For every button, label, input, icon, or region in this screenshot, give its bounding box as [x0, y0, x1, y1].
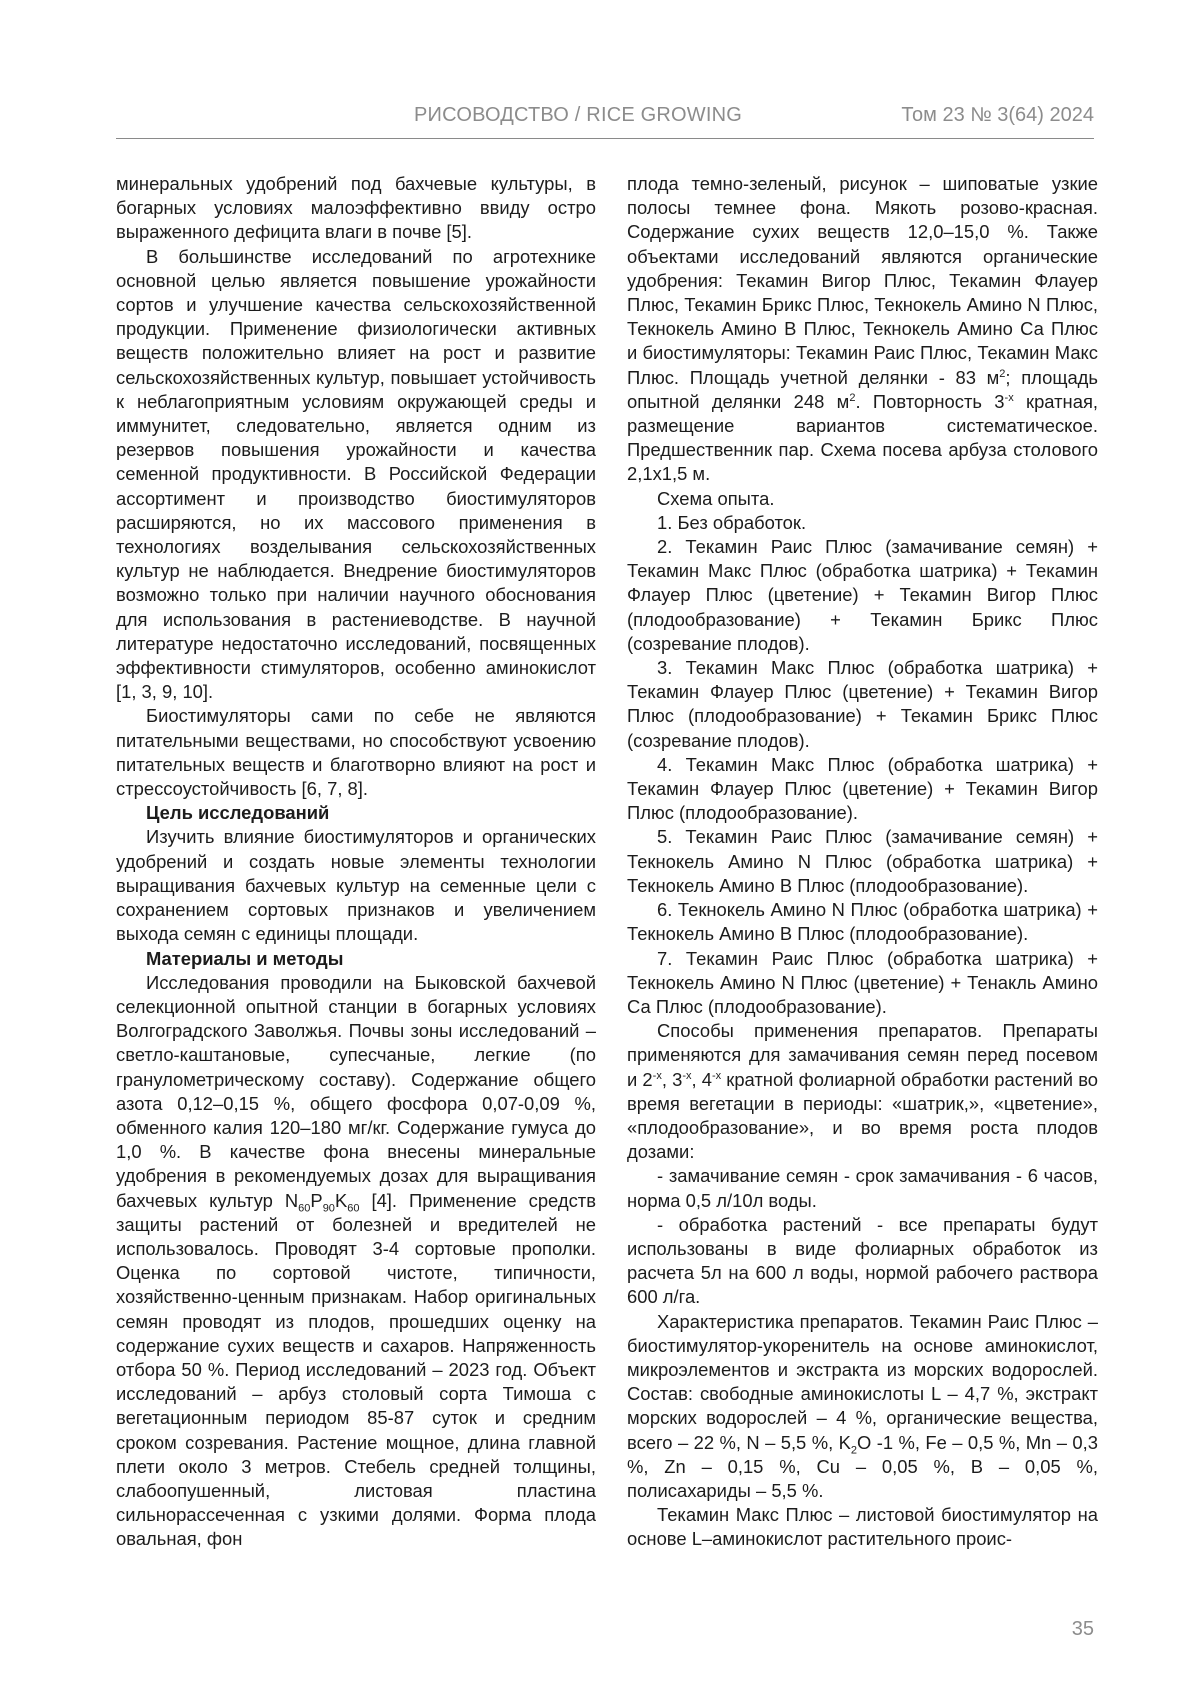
paragraph: Изучить влияние биостимуляторов и органических удобрений и создать новые элементы технологии выращивания бахчевых культур на семенные цели с сохранением сортовых признаков и увеличением выхода семян с единицы площади.: [116, 826, 596, 945]
subscript: 90: [322, 1202, 335, 1215]
list-item: 1. Без обработок.: [657, 511, 807, 533]
paragraph: - обработка растений - все препараты будут использованы в виде фолиарных обработок из расчета 5л на 600 л воды, нормой рабочего раствора 600 л/га.: [627, 1213, 1098, 1308]
superscript: 2: [849, 391, 856, 404]
text-span: , 4: [691, 1068, 712, 1090]
paragraph: [627, 1019, 1098, 1164]
list-item: 5. Текамин Раис Плюс (замачивание семян) + Текнокель Амино N Плюс (обработка шатрика) + Текнокель Амино В Плюс (плодообразование).: [627, 826, 1098, 896]
text-span: O -1 %, Fe – 0,5 %, Mn – 0,3 %, Zn – 0,15 %, Cu – 0,05 %, B – 0,05 %, полисахариды – 5,5 %.: [627, 1431, 1098, 1501]
text-span: Способы применения препаратов. Препараты применяются для замачивания семян перед посевом и 2: [627, 1020, 1098, 1090]
section-heading-methods: Материалы и методы: [146, 947, 344, 969]
paragraph: - замачивание семян - срок замачивания - 6 часов, норма 0,5 л/10л воды.: [627, 1165, 1098, 1211]
list-item: 7. Текамин Раис Плюс (обработка шатрика) + Текнокель Амино N Плюс (цветение) + Тенакль Амино Са Плюс (плодообразование).: [627, 947, 1098, 1017]
list-item: 6. Текнокель Амино N Плюс (обработка шатрика) + Текнокель Амино В Плюс (плодообразование).: [627, 899, 1098, 945]
running-header: [116, 104, 1094, 139]
text-span: ; площадь опытной делянки 248 м: [627, 366, 1098, 412]
superscript: -х: [711, 1069, 722, 1082]
superscript: -х: [682, 1069, 692, 1082]
text-span: K: [334, 1189, 348, 1211]
paragraph: минеральных удобрений под бахчевые культуры, в богарных условиях малоэффективно ввиду остро выраженного дефицита влаги в почве [5].: [116, 173, 596, 243]
text-span: кратная, размещение вариантов систематическое. Предшественник пар. Схема посева арбуза столового 2,1х1,5 м.: [627, 390, 1099, 485]
paragraph: В большинстве исследований по агротехнике основной целью является повышение урожайности сортов и улучшение качества сельскохозяйственной продукции. Применение физиологически активных веществ положительно влияет на рост и развитие сельскохозяйственных культур, повышает устойчивость к неблагоприятным условиям окружающей среды и иммунитет, следовательно, является одним из резервов повышения урожайности и качества семенной продуктивности. В Российской Федерации ассортимент и производство биостимуляторов расширяются, но их массового применения в технологиях возделывания сельскохозяйственных культур не наблюдается. Внедрение биостимуляторов возможно только при наличии научного обоснования для использования в растениеводстве. В научной литературе недостаточно исследований, посвященных эффективности стимуляторов, особенно аминокислот [1, 3, 9, 10].: [116, 245, 596, 703]
section-heading-goal: Цель исследований: [146, 802, 330, 824]
subscript: 60: [347, 1202, 360, 1215]
issue-info: Том 23 № 3(64) 2024: [901, 104, 1094, 126]
paragraph: Текамин Макс Плюс – листовой биостимулятор на основе L–аминокислот растительного проис-: [627, 1504, 1098, 1550]
right-column: [627, 172, 1098, 1552]
text-span: . Повторность 3: [855, 390, 1005, 412]
paragraph: Схема опыта.: [657, 487, 775, 509]
page-number: 35: [1071, 1618, 1094, 1640]
list-item: 4. Текамин Макс Плюс (обработка шатрика) + Текамин Флауер Плюс (цветение) + Текамин Вигор Плюс (плодообразование).: [627, 753, 1098, 824]
text-span: P: [310, 1189, 323, 1211]
list-item: 2. Текамин Раис Плюс (замачивание семян) + Текамин Макс Плюс (обработка шатрика) + Текамин Флауер Плюс (цветение) + Текамин Вигор Плюс (плодообразование) + Текамин Брикс Плюс (созревание плодов).: [627, 536, 1098, 654]
text-span: Характеристика препаратов. Текамин Раис Плюс – биостимулятор-укоренитель на основе аминокислот, микроэлементов и экстракта из морских водорослей. Состав: свободные аминокислоты L – 4,7 %, экстракт морских водорослей – 4 %, органические вещества, всего – 22 %, N – 5,5 %, K: [627, 1310, 1098, 1453]
superscript: -х: [1004, 391, 1014, 404]
journal-title: РИСОВОДСТВО / RICE GROWING: [414, 104, 743, 126]
text-span: плода темно-зеленый, рисунок – шиповатые узкие полосы темнее фона. Мякоть розово-красная. Содержание сухих веществ 12,0–15,0 %. Также объектами исследований являются органические удобрения: Текамин Вигор Плюс, Текамин Флауер Плюс, Текамин Брикс Плюс, Текнокель Амино N Плюс, Текнокель Амино В Плюс, Текнокель Амино Са Плюс и биостимуляторы: Текамин Раис Плюс, Текамин Макс Плюс. Площадь учетной делянки - 83 м: [627, 173, 1098, 388]
text-span: кратной фолиарной обработки растений во время вегетации в периоды: «шатрик,», «цветение», «плодообразование», и во время роста плодов дозами:: [627, 1068, 1098, 1163]
superscript: -х: [652, 1069, 662, 1082]
superscript: 2: [999, 367, 1006, 380]
list-item: 3. Текамин Макс Плюс (обработка шатрика) + Текамин Флауер Плюс (цветение) + Текамин Вигор Плюс (плодообразование) + Текамин Брикс Плюс (созревание плодов).: [627, 657, 1098, 751]
text-span: , 3: [661, 1068, 683, 1090]
paragraph: [627, 172, 1098, 487]
subscript: 60: [298, 1202, 311, 1215]
paragraph: [627, 1310, 1098, 1504]
subscript: 2: [850, 1444, 857, 1457]
left-column: [116, 172, 596, 1552]
paragraph: Биостимуляторы сами по себе не являются питательными веществами, но способствуют усвоению питательных веществ и благотворно влияют на рост и стрессоустойчивость [6, 7, 8].: [116, 705, 596, 800]
paragraph-methods: [116, 971, 596, 1552]
text-span: Исследования проводили на Быковской бахчевой селекционной опытной станции в богарных условиях Волгоградского Заволжья. Почвы зоны исследований – светло-каштановые, супесчаные, легкие (по гранулометрическому составу). Содержание общего азота 0,12–0,15 %, общего фосфора 0,07-0,09 %, обменного калия 120–180 мг/кг. Содержание гумуса до 1,0 %. В качестве фона внесены минеральные удобрения в рекомендуемых дозах для выращивания бахчевых культур N: [116, 971, 596, 1211]
text-span: [4]. Применение средств защиты растений от болезней и вредителей не использовалось. Проводят 3-4 сортовые прополки. Оценка по сортовой чистоте, типичности, хозяйственно-ценным признакам. Набор оригинальных семян проводят из плодов, прошедших оценку на содержание сухих веществ и сахаров. Напряженность отбора 50 %. Период исследований – 2023 год. Объект исследований – арбуз столовый сорта Тимоша с вегетационным периодом 85-87 суток и средним сроком созревания. Растение мощное, длина главной плети около 3 метров. Стебель средней толщины, слабоопушенный, листовая пластина сильнорассеченная с узкими долями. Форма плода овальная, фон: [116, 1189, 596, 1550]
